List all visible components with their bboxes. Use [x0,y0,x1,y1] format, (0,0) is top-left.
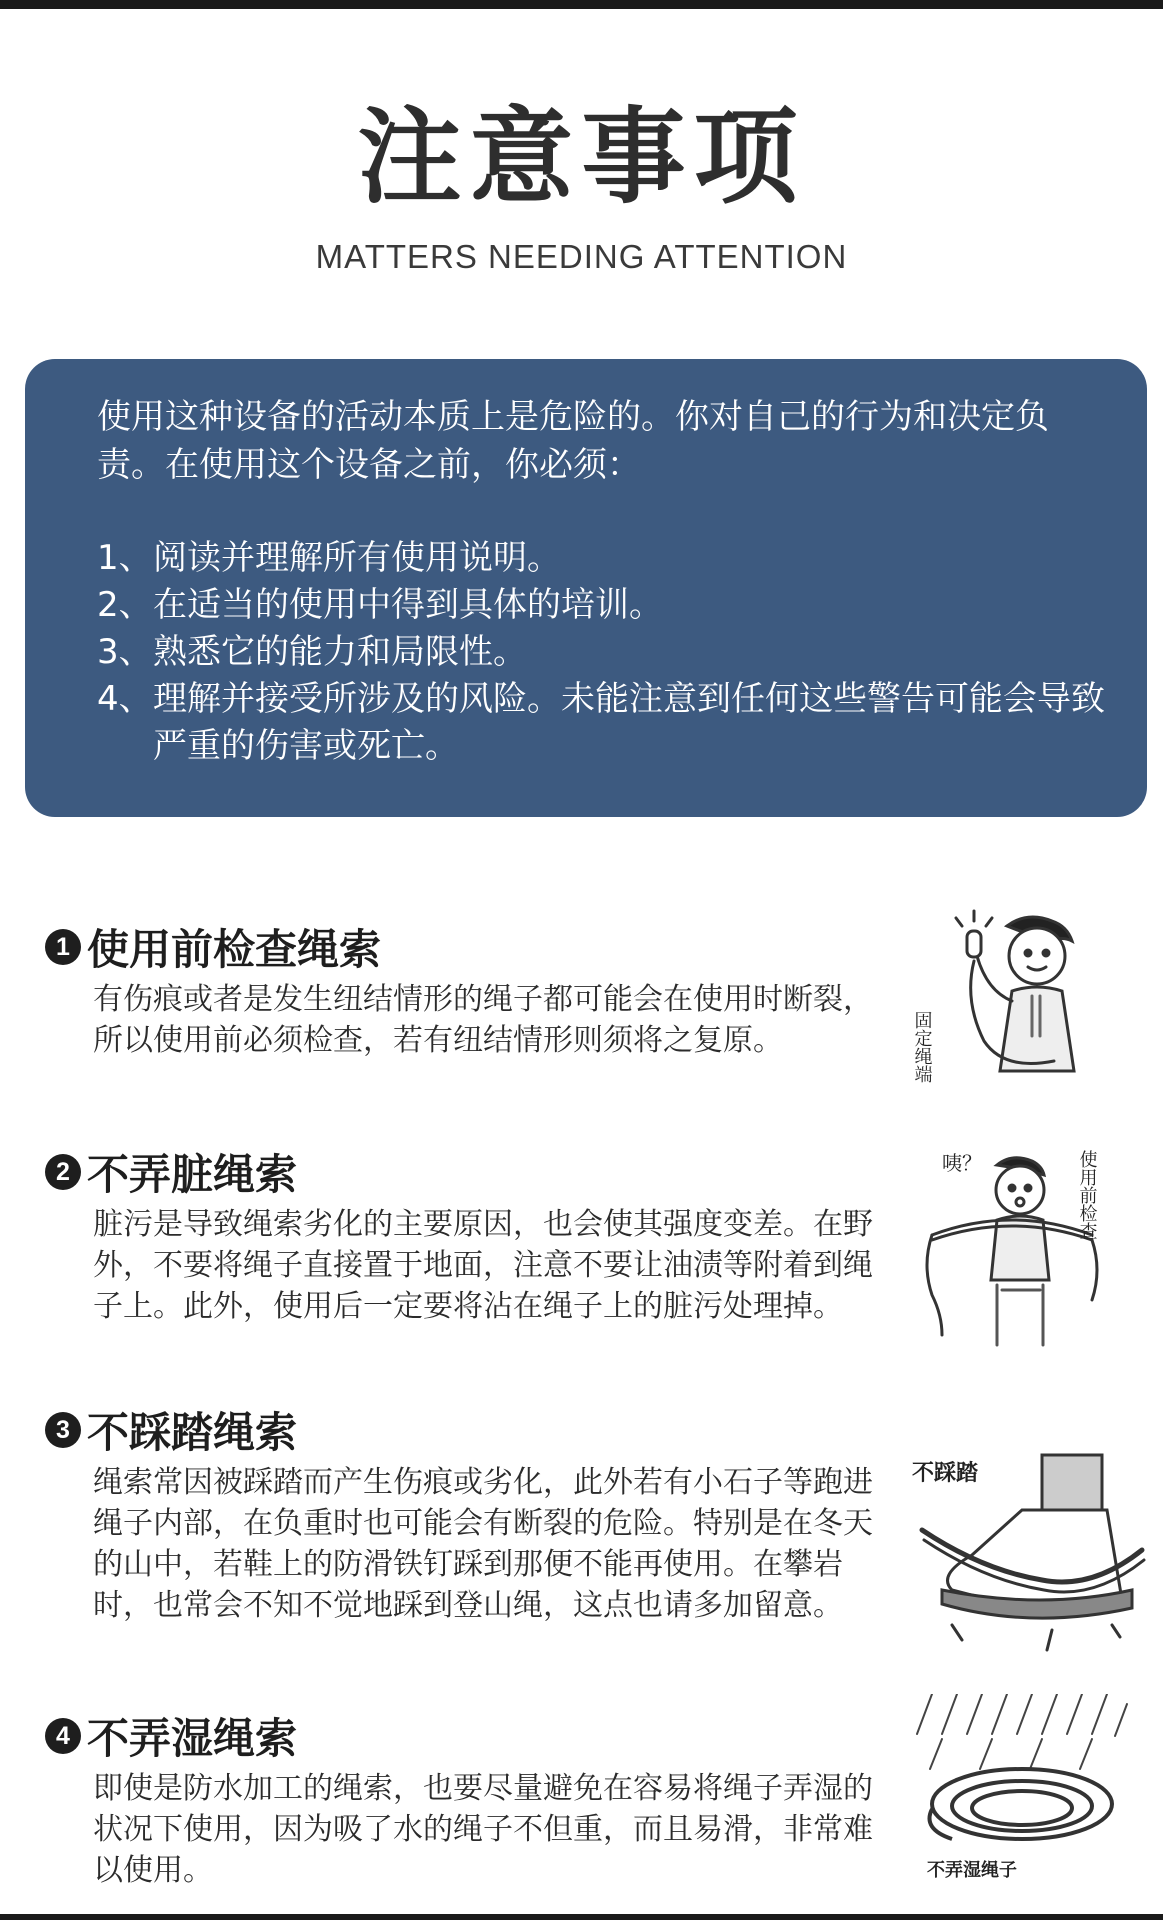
man-inspecting-rope-illustration [912,1140,1112,1355]
top-border [0,0,1163,9]
warning-item-number: 3、 [97,632,153,672]
illustration-caption: 固定绳端 [912,1011,933,1083]
warning-item-text: 熟悉它的能力和局限性。 [153,632,527,672]
warning-item-text: 阅读并理解所有使用说明。 [153,538,561,578]
section-title: 不踩踏绳索 [87,1408,298,1457]
warning-intro: 使用这种设备的活动本质上是危险的。你对自己的行为和决定负责。在使用这个设备之前，你必须： [97,397,1049,485]
warning-item [97,676,1117,770]
warning-item [97,582,1117,629]
wet-rope-rain-illustration [912,1694,1132,1884]
illustration-note: 咦？ [942,1151,982,1175]
warning-item-number: 2、 [97,585,153,625]
boot-stepping-rope-illustration [912,1450,1147,1660]
section-heading [45,1400,297,1460]
section-number-badge: 2 [45,1154,81,1190]
section-number-badge: 4 [45,1718,81,1754]
page-subtitle: MATTERS NEEDING ATTENTION [315,238,848,275]
page-title: 注意事项 [357,96,806,218]
section-body: 脏污是导致绳索劣化的主要原因，也会使其强度变差。在野外，不要将绳子直接置于地面，注意不要让油渍等附着到绳子上。此外，使用后一定要将沾在绳子上的脏污处理掉。 [93,1207,873,1324]
warning-box [25,359,1147,817]
section-number-badge: 3 [45,1412,81,1448]
section-body: 绳索常因被踩踏而产生伤痕或劣化，此外若有小石子等跑进绳子内部，在负重时也可能会有断裂的危险。特别是在冬天的山中，若鞋上的防滑铁钉踩到那便不能再使用。在攀岩时，也常会不知不觉地踩到登山绳，这点也请多加留意。 [93,1465,873,1623]
warning-item-number: 4、 [97,679,153,719]
warning-item [97,629,1117,676]
illustration-caption: 不弄湿绳子 [927,1860,1017,1881]
section-title: 不弄脏绳索 [87,1150,298,1199]
warning-item-text: 在适当的使用中得到具体的培训。 [153,585,663,625]
bottom-border [0,1914,1163,1920]
illustration-caption: 不踩踏 [912,1461,979,1486]
section-heading [45,1706,297,1766]
section-body: 即使是防水加工的绳索，也要尽量避免在容易将绳子弄湿的状况下使用，因为吸了水的绳子不但重，而且易滑，非常难以使用。 [93,1771,873,1888]
section-body: 有伤痕或者是发生纽结情形的绳子都可能会在使用时断裂，所以使用前必须检查，若有纽结情形则须将之复原。 [93,982,873,1058]
warning-item-text: 理解并接受所涉及的风险。未能注意到任何这些警告可能会导致严重的伤害或死亡。 [153,679,1105,766]
warning-item-number: 1、 [97,538,153,578]
section-title: 使用前检查绳索 [87,925,382,974]
man-holding-rope-illustration [912,901,1112,1101]
warning-list [97,535,1117,770]
warning-item [97,535,1117,582]
section-number-badge: 1 [45,929,81,965]
section-title: 不弄湿绳索 [87,1714,298,1763]
section-heading [45,917,381,977]
illustration-caption: 使用前检查 [1076,1150,1098,1240]
section-heading [45,1142,297,1202]
